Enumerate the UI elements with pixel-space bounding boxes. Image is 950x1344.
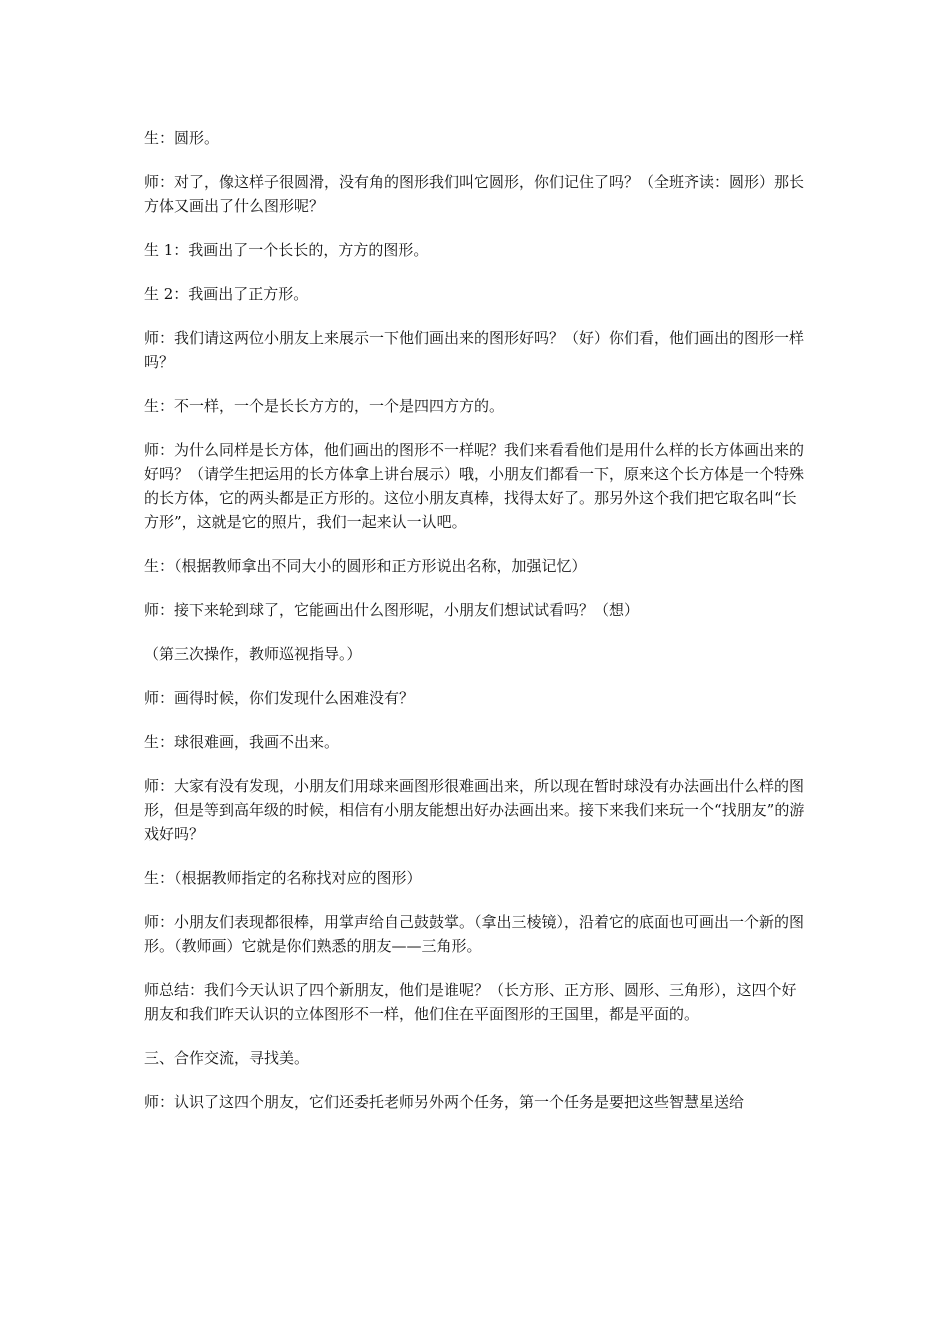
- paragraph: 生：（根据教师拿出不同大小的圆形和正方形说出名称，加强记忆）: [144, 557, 587, 575]
- paragraph: 师：为什么同样是长方体，他们画出的图形不一样呢？我们来看看他们是用什么样的长方体画出来的好吗？（请学生把运用的长方体拿上讲台展示）哦，小朋友们都看一下，原来这个长方体是一个特殊的长方体，它的两头都是正方形的。这位小朋友真棒，找得太好了。那另外这个我们把它取名叫“长方形”，这就是它的照片，我们一起来认一认吧。: [144, 441, 805, 531]
- paragraph: （第三次操作，教师巡视指导。）: [144, 645, 362, 663]
- paragraph: 生 1：我画出了一个长长的，方方的图形。: [144, 241, 429, 259]
- document-body: [144, 126, 810, 1134]
- paragraph: 生 2：我画出了正方形。: [144, 285, 309, 303]
- paragraph: 师：认识了这四个朋友，它们还委托老师另外两个任务，第一个任务是要把这些智慧星送给: [144, 1093, 745, 1111]
- paragraph: 师：画得时候，你们发现什么困难没有？: [144, 689, 415, 707]
- paragraph: 师：大家有没有发现，小朋友们用球来画图形很难画出来，所以现在暂时球没有办法画出什么样的图形，但是等到高年级的时候，相信有小朋友能想出好办法画出来。接下来我们来玩一个“找朋友”的游戏好吗？: [144, 777, 805, 843]
- paragraph: 师：我们请这两位小朋友上来展示一下他们画出来的图形好吗？（好）你们看，他们画出的图形一样吗？: [144, 329, 805, 371]
- paragraph: 师：小朋友们表现都很棒，用掌声给自己鼓鼓掌。（拿出三棱镜），沿着它的底面也可画出一个新的图形。（教师画）它就是你们熟悉的朋友——三角形。: [144, 913, 805, 955]
- paragraph: 生：球很难画，我画不出来。: [144, 733, 340, 751]
- paragraph: 师：接下来轮到球了，它能画出什么图形呢，小朋友们想试试看吗？（想）: [144, 601, 640, 619]
- paragraph: 师总结：我们今天认识了四个新朋友，他们是谁呢？（长方形、正方形、圆形、三角形），这四个好朋友和我们昨天认识的立体图形不一样，他们住在平面图形的王国里，都是平面的。: [144, 981, 797, 1023]
- paragraph: 生：不一样，一个是长长方方的，一个是四四方方的。: [144, 397, 505, 415]
- paragraph: 师：对了，像这样子很圆滑，没有角的图形我们叫它圆形，你们记住了吗？（全班齐读：圆形）那长方体又画出了什么图形呢？: [144, 173, 805, 215]
- paragraph: 生：圆形。: [144, 129, 220, 147]
- paragraph: 生：（根据教师指定的名称找对应的图形）: [144, 869, 422, 887]
- section-heading: 三、合作交流，寻找美。: [144, 1049, 310, 1067]
